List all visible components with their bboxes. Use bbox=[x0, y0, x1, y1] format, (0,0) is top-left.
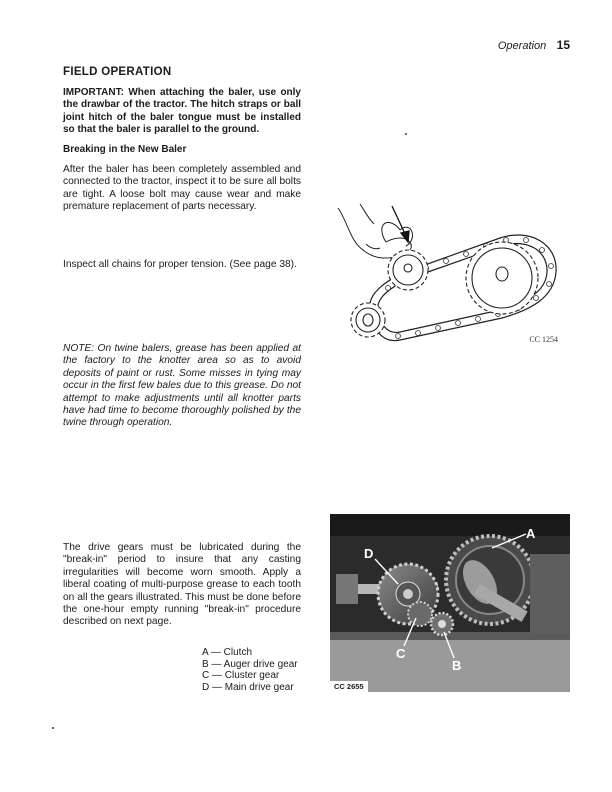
callout-label-b: B bbox=[452, 658, 462, 673]
gear-legend bbox=[202, 647, 332, 693]
cluster-gear bbox=[408, 602, 432, 626]
important-notice: IMPORTANT: When attaching the baler, use only the drawbar of the tractor. The hitch straps or ball joint hitch of the baler tongue must be installed so that the baler is parallel to the ground. bbox=[63, 87, 301, 136]
paragraph-drive-gears: The drive gears must be lubricated during the "break-in" period to insure that any casting irregularities will become worn smooth. Apply a liberal coating of multi-purpose grease to each tooth on all the gears illustrated. This must be done before the one-hour empty running "break-in" procedure described on next page. bbox=[63, 542, 301, 628]
running-header bbox=[498, 36, 570, 54]
chain-figure-code: CC 1254 bbox=[529, 335, 558, 344]
legend-item-clutch: A — Clutch bbox=[202, 647, 253, 658]
paragraph-chains: Inspect all chains for proper tension. (See page 38). bbox=[63, 259, 297, 270]
legend-item-cluster-gear: C — Cluster gear bbox=[202, 670, 280, 682]
page-number: 15 bbox=[556, 38, 570, 52]
callout-label-c: C bbox=[396, 646, 406, 661]
gears-photo-code: CC 2655 bbox=[330, 681, 368, 692]
drive-gears-drawing bbox=[330, 514, 570, 692]
hand-illustration bbox=[338, 204, 413, 258]
lower-sprocket bbox=[351, 303, 385, 337]
small-sprocket bbox=[388, 250, 428, 290]
legend-item-main-drive-gear: D — Main drive gear bbox=[202, 681, 294, 693]
chain-sprocket-drawing bbox=[330, 200, 570, 350]
note-twine-grease: NOTE: On twine balers, grease has been applied at the factory to the knotter area so as to avoid deposits of paint or rust. Some misses in tying may occur in the first few bales due to this grease. Do not attempt to make adjustments until all knotter parts have had time to become thoroughly polished by the twine through operation. bbox=[63, 343, 301, 429]
drive-gears-photo bbox=[330, 514, 570, 692]
large-sprocket bbox=[466, 242, 538, 314]
legend-item-auger-drive-gear: B — Auger drive gear bbox=[202, 658, 298, 670]
print-speck bbox=[405, 133, 407, 135]
section-title: Operation bbox=[497, 40, 547, 52]
print-speck bbox=[52, 727, 54, 729]
callout-label-a: A bbox=[526, 526, 536, 541]
paragraph-break-in: After the baler has been completely assembled and connected to the tractor, inspect it to be sure all bolts are tight. A loose bolt may cause wear and make premature replacement of parts necessary. bbox=[63, 164, 301, 213]
section-heading: FIELD OPERATION bbox=[63, 66, 172, 78]
chain-tension-figure bbox=[330, 200, 570, 350]
subheading-break-in: Breaking in the New Baler bbox=[63, 144, 187, 155]
callout-label-d: D bbox=[364, 546, 374, 561]
